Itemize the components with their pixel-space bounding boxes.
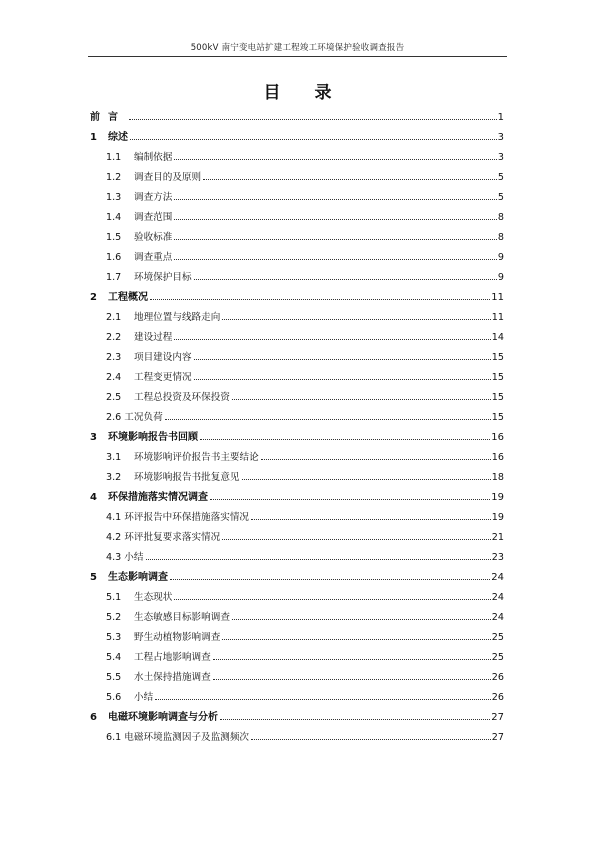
toc-dot-leader (210, 498, 490, 500)
toc-dot-leader (194, 358, 491, 360)
toc-dot-leader (194, 378, 491, 380)
toc-dot-leader (213, 658, 491, 660)
toc-entry-number: 5.4 (106, 652, 122, 663)
toc-entry-number: 3 (90, 432, 97, 443)
toc-dot-leader (146, 558, 491, 560)
toc-entry-title: 工程占地影响调查 (134, 652, 211, 663)
toc-entry-number: 1.7 (106, 272, 122, 283)
toc-entry-title: 电磁环境影响调查与分析 (108, 712, 218, 723)
toc-entry-number: 5.2 (106, 612, 122, 623)
toc-page-number: 19 (491, 492, 504, 503)
toc-entry-title: 综述 (108, 132, 128, 143)
header-rule (88, 56, 507, 57)
toc-entry-title: 工程变更情况 (134, 372, 192, 383)
toc-page-number: 24 (491, 572, 504, 583)
toc-entry[interactable] (90, 268, 504, 288)
toc-dot-leader (261, 458, 491, 460)
toc-entry-number: 2.2 (106, 332, 122, 343)
toc-page-number: 15 (491, 372, 504, 383)
toc-entry-title: 调查范围 (134, 212, 173, 223)
toc-dot-leader (174, 238, 497, 240)
page-title: 目 录 (263, 83, 346, 103)
toc-entry-title: 野生动植物影响调查 (134, 632, 221, 643)
toc-entry-number: 2.1 (106, 312, 122, 323)
toc-entry[interactable] (90, 468, 504, 488)
toc-entry[interactable] (90, 128, 504, 148)
toc-entry[interactable] (90, 388, 504, 408)
toc-entry-title: 环境影响报告书回顾 (108, 432, 198, 443)
toc-page-number: 5 (497, 192, 504, 203)
toc-entry-number: 5.3 (106, 632, 122, 643)
toc-page-number: 5 (497, 172, 504, 183)
toc-entry-number: 6 (90, 712, 97, 723)
toc-dot-leader (232, 618, 491, 620)
toc-entry-title: 水土保持措施调查 (134, 672, 211, 683)
toc-entry[interactable] (90, 588, 504, 608)
toc-entry-number: 前 (90, 112, 100, 123)
toc-entry[interactable] (90, 608, 504, 628)
toc-dot-leader (170, 578, 490, 580)
toc-page-number: 8 (497, 212, 504, 223)
toc-page-number: 18 (491, 472, 504, 483)
toc-entry-title: 环境影响评价报告书主要结论 (134, 452, 259, 463)
toc-entry[interactable] (90, 168, 504, 188)
toc-page-number: 15 (491, 352, 504, 363)
toc-entry-title: 调查目的及原则 (134, 172, 202, 183)
toc-page-number: 24 (491, 592, 504, 603)
toc-entry[interactable] (90, 568, 504, 588)
toc-page-number: 27 (491, 712, 504, 723)
toc-entry[interactable] (90, 228, 504, 248)
toc-entry[interactable] (90, 188, 504, 208)
toc-entry-title: 6.1 电磁环境监测因子及监测频次 (106, 732, 250, 743)
toc-page-number: 16 (491, 432, 504, 443)
toc-dot-leader (251, 518, 491, 520)
toc-dot-leader (130, 138, 497, 140)
toc-dot-leader (174, 158, 497, 160)
toc-entry-title: 小结 (134, 692, 154, 703)
toc-entry-title: 调查重点 (134, 252, 173, 263)
toc-entry[interactable] (90, 448, 504, 468)
toc-page-number: 19 (491, 512, 504, 523)
toc-entry[interactable] (90, 728, 504, 748)
toc-entry-number: 1.4 (106, 212, 122, 223)
toc-dot-leader (222, 638, 490, 640)
toc-dot-leader (165, 418, 491, 420)
toc-page-number: 27 (491, 732, 504, 743)
toc-dot-leader (150, 298, 490, 300)
toc-entry[interactable] (90, 288, 504, 308)
toc-dot-leader (155, 698, 491, 700)
toc-entry-number: 1.1 (106, 152, 122, 163)
toc-entry-number: 4 (90, 492, 97, 503)
toc-page-number: 26 (491, 692, 504, 703)
toc-entry-title: 2.6 工况负荷 (106, 412, 163, 423)
toc-entry[interactable] (90, 488, 504, 508)
toc-dot-leader (203, 178, 497, 180)
toc-entry[interactable] (90, 648, 504, 668)
toc-entry-number: 1.2 (106, 172, 122, 183)
toc-dot-leader (220, 718, 490, 720)
toc-dot-leader (222, 318, 490, 320)
toc-entry[interactable] (90, 628, 504, 648)
toc-dot-leader (174, 258, 497, 260)
toc-entry-number: 5.5 (106, 672, 122, 683)
toc-entry[interactable] (90, 688, 504, 708)
toc-entry[interactable] (90, 508, 504, 528)
toc-entry-number: 1 (90, 132, 97, 143)
toc-entry-number: 2.5 (106, 392, 122, 403)
toc-entry-title: 言 (108, 112, 127, 123)
toc-entry-title: 环保措施落实情况调查 (108, 492, 208, 503)
toc-entry-number: 2 (90, 292, 97, 303)
table-of-contents (90, 108, 504, 748)
toc-entry[interactable] (90, 408, 504, 428)
toc-entry-title: 4.1 环评报告中环保措施落实情况 (106, 512, 250, 523)
toc-entry-title: 4.2 环评批复要求落实情况 (106, 532, 221, 543)
toc-entry[interactable] (90, 708, 504, 728)
toc-page-number: 25 (491, 652, 504, 663)
toc-entry-title: 工程总投资及环保投资 (134, 392, 230, 403)
toc-dot-leader (129, 118, 497, 120)
toc-entry-title: 生态敏感目标影响调查 (134, 612, 230, 623)
toc-page-number: 25 (491, 632, 504, 643)
toc-entry-title: 编制依据 (134, 152, 173, 163)
toc-entry[interactable] (90, 368, 504, 388)
toc-entry-number: 5.6 (106, 692, 122, 703)
toc-entry-title: 环境保护目标 (134, 272, 192, 283)
toc-entry-number: 1.5 (106, 232, 122, 243)
toc-entry[interactable] (90, 108, 504, 128)
toc-entry-title: 验收标准 (134, 232, 173, 243)
toc-page-number: 23 (491, 552, 504, 563)
toc-dot-leader (232, 398, 491, 400)
toc-dot-leader (222, 538, 491, 540)
toc-dot-leader (174, 598, 490, 600)
toc-page-number: 1 (497, 112, 504, 123)
toc-dot-leader (194, 278, 497, 280)
toc-entry[interactable] (90, 348, 504, 368)
toc-entry-title: 项目建设内容 (134, 352, 192, 363)
toc-page-number: 11 (491, 312, 504, 323)
toc-dot-leader (200, 438, 490, 440)
toc-page-number: 26 (491, 672, 504, 683)
toc-page-number: 11 (491, 292, 504, 303)
toc-entry[interactable] (90, 208, 504, 228)
toc-entry[interactable] (90, 248, 504, 268)
running-header: 500kV 南宁变电站扩建工程竣工环境保护验收调查报告 (190, 43, 405, 53)
toc-page-number: 16 (491, 452, 504, 463)
toc-entry-title: 生态现状 (134, 592, 173, 603)
toc-dot-leader (174, 218, 497, 220)
toc-page-number: 21 (491, 532, 504, 543)
toc-dot-leader (251, 738, 491, 740)
toc-entry-number: 5.1 (106, 592, 122, 603)
toc-dot-leader (174, 338, 490, 340)
toc-page-number: 24 (491, 612, 504, 623)
toc-entry-number: 1.6 (106, 252, 122, 263)
toc-entry-number: 5 (90, 572, 97, 583)
toc-page-number: 3 (497, 152, 504, 163)
toc-page-number: 3 (497, 132, 504, 143)
toc-entry[interactable] (90, 668, 504, 688)
toc-entry-title: 4.3 小结 (106, 552, 144, 563)
toc-dot-leader (174, 198, 497, 200)
toc-entry[interactable] (90, 528, 504, 548)
toc-page-number: 9 (497, 272, 504, 283)
toc-page-number: 9 (497, 252, 504, 263)
toc-entry-number: 2.3 (106, 352, 122, 363)
toc-dot-leader (213, 678, 491, 680)
toc-entry[interactable] (90, 328, 504, 348)
toc-page-number: 8 (497, 232, 504, 243)
toc-entry-number: 1.3 (106, 192, 122, 203)
toc-entry-number: 3.2 (106, 472, 122, 483)
toc-page-number: 14 (491, 332, 504, 343)
toc-entry-title: 地理位置与线路走向 (134, 312, 221, 323)
toc-entry[interactable] (90, 548, 504, 568)
toc-entry[interactable] (90, 148, 504, 168)
toc-entry-number: 3.1 (106, 452, 122, 463)
toc-entry-title: 工程概况 (108, 292, 148, 303)
toc-entry-title: 建设过程 (134, 332, 173, 343)
toc-entry-title: 生态影响调查 (108, 572, 168, 583)
toc-entry-number: 2.4 (106, 372, 122, 383)
toc-entry[interactable] (90, 428, 504, 448)
toc-entry-title: 环境影响报告书批复意见 (134, 472, 240, 483)
toc-page-number: 15 (491, 412, 504, 423)
toc-entry-title: 调查方法 (134, 192, 173, 203)
toc-entry[interactable] (90, 308, 504, 328)
toc-dot-leader (242, 478, 491, 480)
toc-page-number: 15 (491, 392, 504, 403)
